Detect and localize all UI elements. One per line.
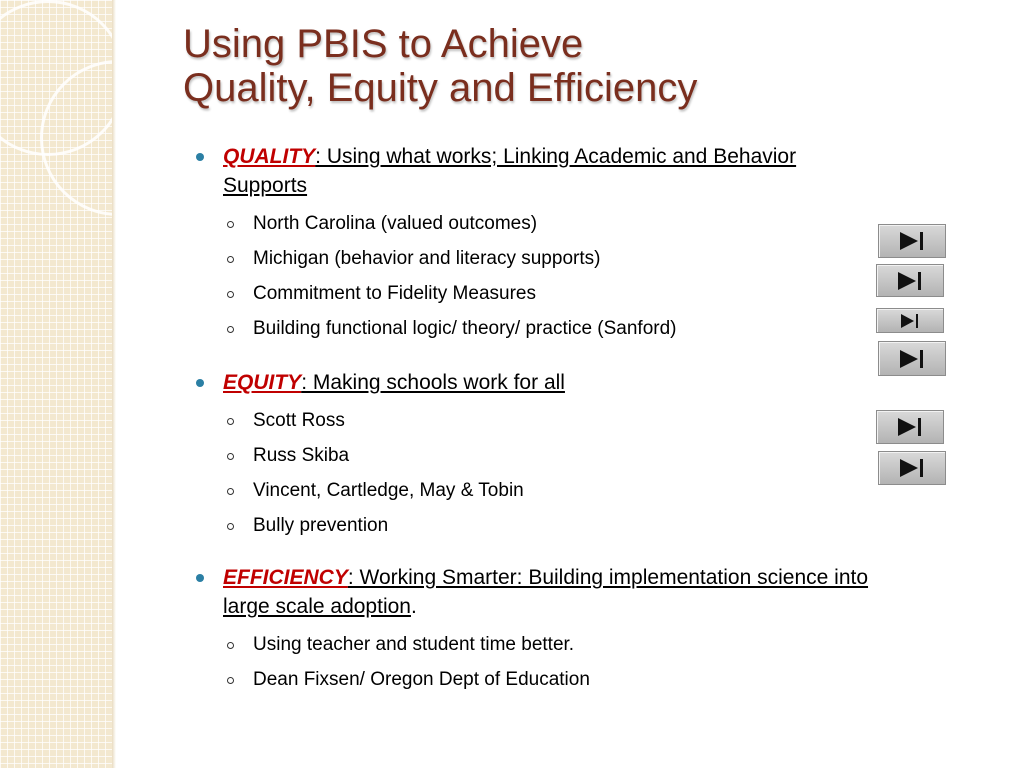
skip-end-icon — [896, 271, 924, 291]
sub-bullet — [227, 221, 234, 228]
nav-skip-button-5[interactable] — [876, 410, 944, 444]
list-item — [190, 206, 880, 241]
slide-body — [190, 142, 880, 697]
keyword-quality: QUALITY — [223, 145, 316, 168]
list-item-text: Commitment to Fidelity Measures — [253, 283, 536, 304]
bullet-efficiency — [190, 563, 880, 621]
list-item-text: Dean Fixsen/ Oregon Dept of Education — [253, 669, 590, 690]
list-item — [190, 438, 880, 473]
list-item-text: Scott Ross — [253, 410, 345, 431]
efficiency-after: . — [410, 595, 417, 618]
list-item-text: Bully prevention — [253, 515, 389, 536]
skip-end-icon — [898, 349, 926, 369]
list-item-text: Building functional logic/ theory/ practice (Sanford) — [253, 318, 677, 339]
list-item — [190, 508, 880, 543]
sub-bullet — [227, 418, 234, 425]
bullet-equity — [190, 368, 880, 397]
nav-skip-button-4[interactable] — [878, 341, 946, 376]
sub-bullet — [227, 677, 234, 684]
sub-bullet — [227, 291, 234, 298]
slide-title-line-1: Using PBIS to Achieve — [183, 22, 584, 66]
section-efficiency — [190, 563, 880, 697]
list-item — [190, 241, 880, 276]
list-item — [190, 311, 880, 346]
list-item-text: North Carolina (valued outcomes) — [253, 213, 538, 234]
keyword-efficiency: EFFICIENCY — [223, 566, 348, 589]
nav-skip-button-6[interactable] — [878, 451, 946, 485]
efficiency-description: : Working Smarter: Building implementation science into large scale adoption — [223, 566, 869, 618]
bullet-quality — [190, 142, 880, 200]
efficiency-sub-list — [190, 627, 880, 697]
equity-sub-list — [190, 403, 880, 543]
skip-end-icon — [899, 313, 921, 329]
list-item-text: Russ Skiba — [253, 445, 350, 466]
sub-bullet — [227, 256, 234, 263]
list-item — [190, 403, 880, 438]
section-equity — [190, 368, 880, 543]
bullet-dot — [196, 574, 204, 582]
sub-bullet — [227, 523, 234, 530]
nav-skip-button-3[interactable] — [876, 308, 944, 333]
sub-bullet — [227, 642, 234, 649]
nav-skip-button-1[interactable] — [878, 224, 946, 258]
quality-sub-list — [190, 206, 880, 346]
section-quality — [190, 142, 880, 346]
bullet-dot — [196, 379, 204, 387]
bullet-dot — [196, 153, 204, 161]
skip-end-icon — [898, 458, 926, 478]
keyword-equity: EQUITY — [223, 371, 302, 394]
slide-title — [183, 22, 983, 110]
slide-title-line-2: Quality, Equity and Efficiency — [183, 66, 698, 110]
sub-bullet — [227, 488, 234, 495]
skip-end-icon — [896, 417, 924, 437]
sub-bullet — [227, 453, 234, 460]
list-item — [190, 473, 880, 508]
equity-description: : Making schools work for all — [301, 371, 565, 394]
nav-skip-button-2[interactable] — [876, 264, 944, 297]
list-item-text: Using teacher and student time better. — [253, 634, 575, 655]
strip-edge — [112, 0, 116, 768]
list-item-text: Michigan (behavior and literacy supports) — [253, 248, 601, 269]
quality-description: : Using what works; Linking Academic and Behavior Supports — [223, 145, 797, 197]
decorative-side-strip — [0, 0, 112, 768]
list-item — [190, 276, 880, 311]
skip-end-icon — [898, 231, 926, 251]
list-item — [190, 662, 880, 697]
list-item-text: Vincent, Cartledge, May & Tobin — [253, 480, 524, 501]
list-item — [190, 627, 880, 662]
sub-bullet — [227, 326, 234, 333]
